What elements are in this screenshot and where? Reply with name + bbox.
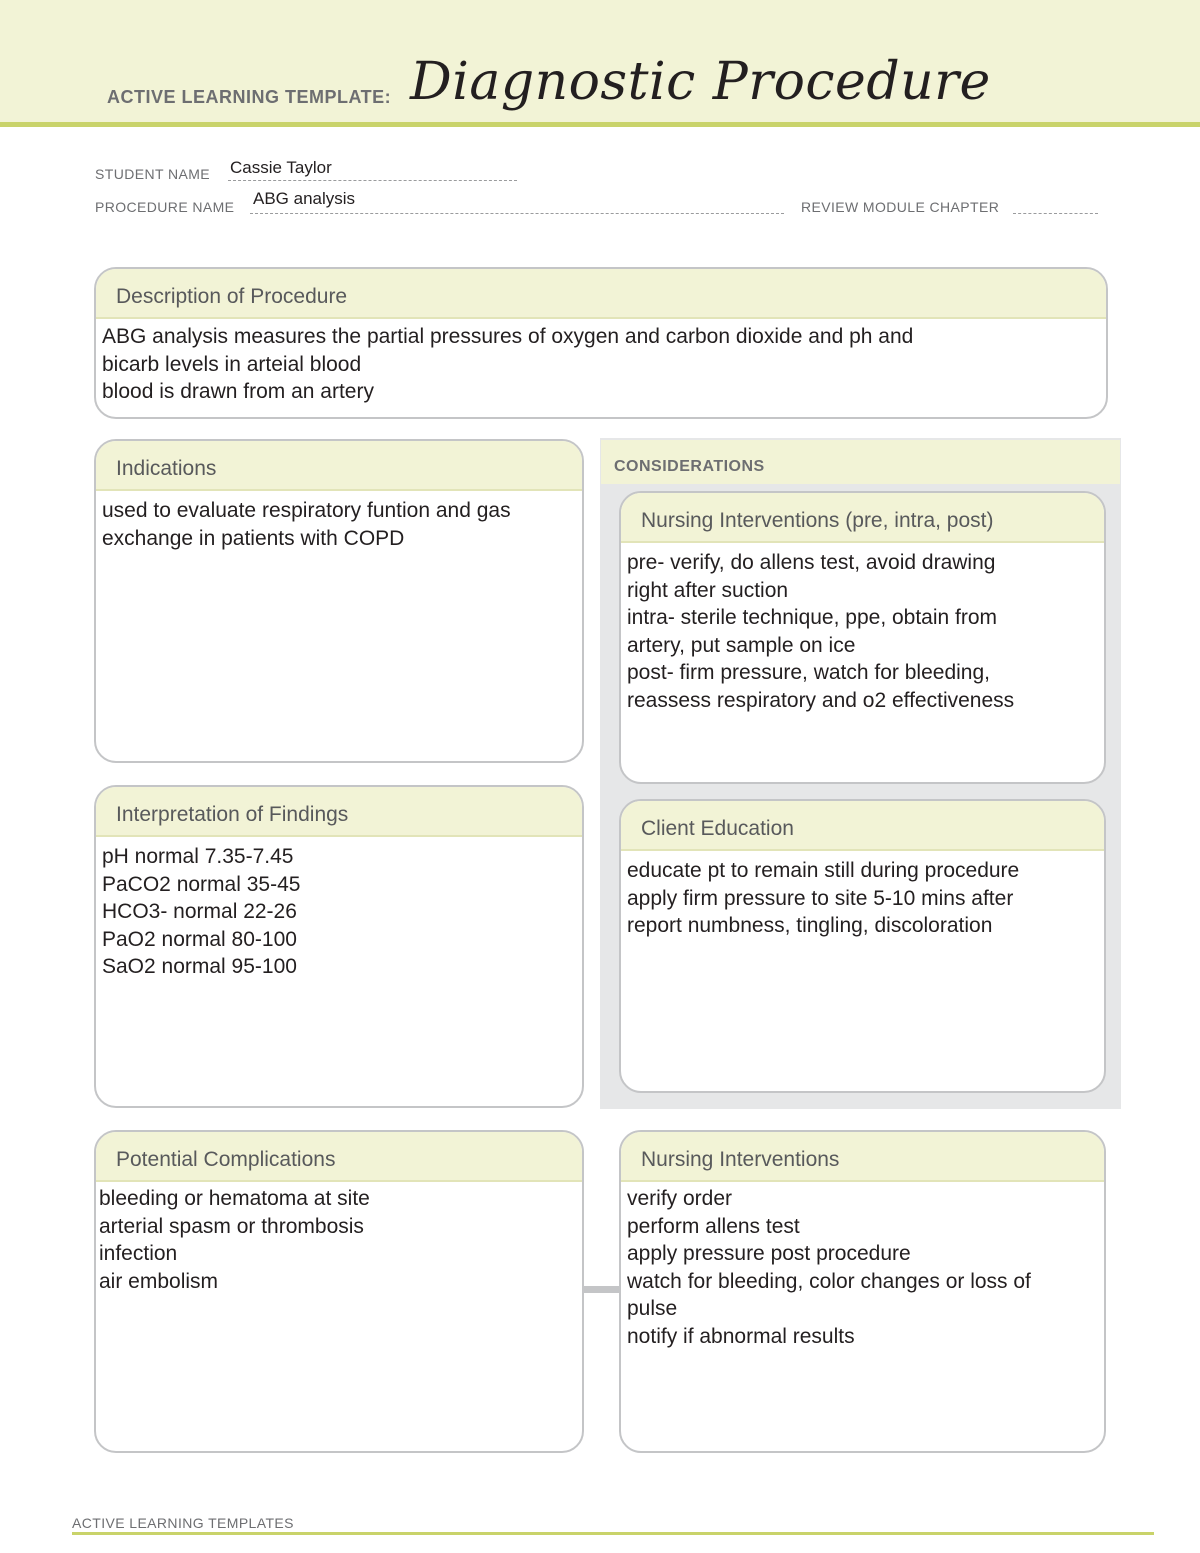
box-connector (584, 1286, 622, 1293)
nursing-interventions-line: post- firm pressure, watch for bleeding, (627, 661, 990, 684)
nursing-interventions-text[interactable] (621, 1182, 1104, 1350)
interventions-line: watch for bleeding, color changes or loss of (627, 1269, 1031, 1293)
nursing-interventions-pre-intra-post-title: Nursing Interventions (pre, intra, post) (621, 493, 1104, 543)
procedure-name-label: PROCEDURE NAME (95, 199, 235, 215)
interventions-line: notify if abnormal results (627, 1324, 855, 1348)
indications-line: exchange in patients with COPD (102, 526, 405, 550)
nursing-interventions-line: reassess respiratory and o2 effectiveness (627, 688, 1015, 712)
page-title: Diagnostic Procedure (410, 52, 991, 112)
interpretation-line: PaO2 normal 80-100 (102, 927, 297, 951)
client-education-title: Client Education (621, 801, 1104, 851)
nursing-interventions-line: artery, put sample on ice (627, 633, 856, 657)
interpretation-line: HCO3- normal 22-26 (102, 900, 297, 923)
description-line: ABG analysis measures the partial pressures of oxygen and carbon dioxide and ph and (102, 325, 914, 348)
client-education-text[interactable] (621, 851, 1104, 940)
student-name-field[interactable]: Cassie Taylor (230, 158, 332, 177)
complications-line: infection (99, 1242, 178, 1265)
student-name-underline (228, 180, 517, 181)
nursing-interventions-pre-intra-post-box (619, 491, 1106, 784)
complications-text[interactable] (96, 1182, 582, 1295)
nursing-interventions-title: Nursing Interventions (621, 1132, 1104, 1182)
interpretation-line: SaO2 normal 95-100 (102, 955, 297, 978)
indications-text[interactable] (96, 491, 582, 552)
description-line: bicarb levels in arteial blood (102, 352, 362, 376)
interventions-line: apply pressure post procedure (627, 1242, 911, 1265)
procedure-name-field[interactable]: ABG analysis (253, 189, 356, 208)
student-name-label: STUDENT NAME (95, 166, 210, 182)
indications-box (94, 439, 584, 763)
review-module-field[interactable] (1013, 213, 1098, 214)
interpretation-line: pH normal 7.35-7.45 (102, 845, 294, 868)
banner-divider (0, 122, 1200, 127)
nursing-interventions-line: pre- verify, do allens test, avoid drawing (627, 551, 996, 574)
description-line: blood is drawn from an artery (102, 380, 374, 403)
complications-line: air embolism (99, 1269, 219, 1293)
interpretation-box (94, 785, 584, 1108)
interventions-line: perform allens test (627, 1214, 800, 1238)
interventions-line: pulse (627, 1297, 678, 1320)
nursing-interventions-line: intra- sterile technique, ppe, obtain from (627, 606, 998, 629)
client-education-line: apply firm pressure to site 5-10 mins after (627, 886, 1014, 910)
footer-divider (72, 1532, 1154, 1535)
client-education-box (619, 799, 1106, 1093)
complications-line: bleeding or hematoma at site (99, 1187, 370, 1210)
interpretation-line: PaCO2 normal 35-45 (102, 872, 301, 896)
nursing-interventions-line: right after suction (627, 578, 789, 602)
complications-line: arterial spasm or thrombosis (99, 1214, 364, 1238)
footer-label: ACTIVE LEARNING TEMPLATES (72, 1515, 294, 1531)
procedure-name-underline (250, 213, 784, 214)
interpretation-text[interactable] (96, 837, 582, 981)
review-module-label: REVIEW MODULE CHAPTER (801, 199, 1000, 215)
description-text[interactable] (96, 319, 1106, 406)
template-label: ACTIVE LEARNING TEMPLATE: (107, 87, 392, 107)
indications-title: Indications (96, 441, 582, 491)
description-box (94, 267, 1108, 419)
nursing-interventions-box (619, 1130, 1106, 1453)
complications-title: Potential Complications (96, 1132, 582, 1182)
interpretation-title: Interpretation of Findings (96, 787, 582, 837)
client-education-line: educate pt to remain still during procedure (627, 859, 1020, 882)
nursing-interventions-pre-intra-post-text[interactable] (621, 543, 1104, 714)
interventions-line: verify order (627, 1187, 733, 1210)
considerations-label: CONSIDERATIONS (614, 458, 765, 475)
complications-box (94, 1130, 584, 1453)
client-education-line: report numbness, tingling, discoloration (627, 914, 993, 937)
indications-line: used to evaluate respiratory funtion and gas (102, 499, 511, 522)
description-title: Description of Procedure (96, 269, 1106, 319)
